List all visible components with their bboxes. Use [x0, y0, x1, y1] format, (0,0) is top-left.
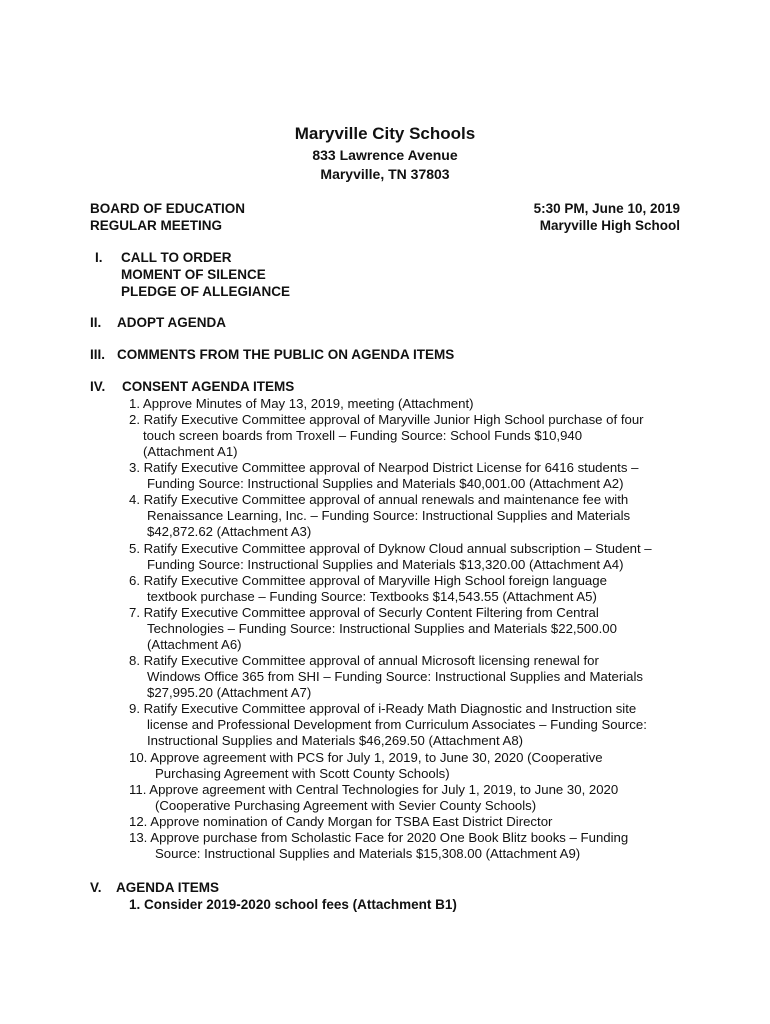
consent-line: 12. Approve nomination of Candy Morgan for TSBA East District Director [129, 814, 553, 829]
consent-line: 7. Ratify Executive Committee approval of Securly Content Filtering from Central [129, 605, 599, 620]
consent-line: 13. Approve purchase from Scholastic Face for 2020 One Book Blitz books – Funding [129, 830, 629, 845]
meeting-time: 5:30 PM, June 10, 2019 [533, 201, 680, 216]
meeting-type: REGULAR MEETING [90, 218, 223, 233]
consent-line: Windows Office 365 from SHI – Funding Source: Instructional Supplies and Materials [147, 669, 643, 684]
consent-line: Instructional Supplies and Materials $46,269.50 (Attachment A8) [147, 733, 524, 748]
consent-line: $27,995.20 (Attachment A7) [147, 685, 312, 700]
section-number-4: IV. [90, 379, 106, 394]
adopt-agenda-heading: ADOPT AGENDA [117, 315, 227, 330]
org-title: Maryville City Schools [294, 124, 476, 143]
consent-line: 2. Ratify Executive Committee approval of Maryville Junior High School purchase of four [129, 412, 644, 427]
consent-line: $42,872.62 (Attachment A3) [147, 524, 312, 539]
meeting-body: BOARD OF EDUCATION [90, 201, 245, 216]
consent-line: 1. Approve Minutes of May 13, 2019, meeting (Attachment) [129, 396, 474, 411]
consent-line: 11. Approve agreement with Central Technologies for July 1, 2019, to June 30, 2020 [129, 782, 619, 797]
moment-of-silence: MOMENT OF SILENCE [121, 267, 266, 282]
address-line-2: Maryville, TN 37803 [320, 166, 450, 182]
consent-agenda-heading: CONSENT AGENDA ITEMS [122, 379, 295, 394]
consent-line: (Attachment A6) [147, 637, 242, 652]
consent-line: touch screen boards from Troxell – Funding Source: School Funds $10,940 [143, 428, 583, 443]
meeting-location: Maryville High School [539, 218, 680, 233]
section-number-2: II. [90, 315, 102, 330]
consent-line: Purchasing Agreement with Scott County Schools) [155, 766, 450, 781]
consent-line: 4. Ratify Executive Committee approval of annual renewals and maintenance fee with [129, 492, 629, 507]
consent-line: textbook purchase – Funding Source: Textbooks $14,543.55 (Attachment A5) [147, 589, 597, 604]
consent-line: Funding Source: Instructional Supplies and Materials $13,320.00 (Attachment A4) [147, 557, 624, 572]
consent-line: Funding Source: Instructional Supplies and Materials $40,001.00 (Attachment A2) [147, 476, 624, 491]
consent-line: Source: Instructional Supplies and Materials $15,308.00 (Attachment A9) [155, 846, 581, 861]
consent-line: Technologies – Funding Source: Instructional Supplies and Materials $22,500.00 [147, 621, 617, 636]
section-number-5: V. [90, 880, 102, 895]
consent-line: 8. Ratify Executive Committee approval of annual Microsoft licensing renewal for [129, 653, 599, 668]
section-number-1: I. [95, 250, 103, 265]
consent-line: Renaissance Learning, Inc. – Funding Source: Instructional Supplies and Materials [147, 508, 631, 523]
consent-line: 9. Ratify Executive Committee approval of i-Ready Math Diagnostic and Instruction site [129, 701, 637, 716]
address-line-1: 833 Lawrence Avenue [312, 147, 458, 163]
pledge-of-allegiance: PLEDGE OF ALLEGIANCE [121, 284, 291, 299]
agenda-items-heading: AGENDA ITEMS [116, 880, 220, 895]
public-comments-heading: COMMENTS FROM THE PUBLIC ON AGENDA ITEMS [117, 347, 455, 362]
consent-line: (Cooperative Purchasing Agreement with Sevier County Schools) [155, 798, 537, 813]
call-to-order: CALL TO ORDER [121, 250, 232, 265]
agenda-item: 1. Consider 2019-2020 school fees (Attachment B1) [129, 897, 457, 912]
consent-line: (Attachment A1) [143, 444, 238, 459]
consent-line: license and Professional Development from Curriculum Associates – Funding Source: [147, 717, 647, 732]
section-number-3: III. [90, 347, 106, 362]
consent-line: 3. Ratify Executive Committee approval of Nearpod District License for 6416 students – [129, 460, 639, 475]
consent-line: 10. Approve agreement with PCS for July 1, 2019, to June 30, 2020 (Cooperative [129, 750, 603, 765]
consent-line: 5. Ratify Executive Committee approval of Dyknow Cloud annual subscription – Student – [129, 541, 652, 556]
consent-line: 6. Ratify Executive Committee approval of Maryville High School foreign language [129, 573, 607, 588]
